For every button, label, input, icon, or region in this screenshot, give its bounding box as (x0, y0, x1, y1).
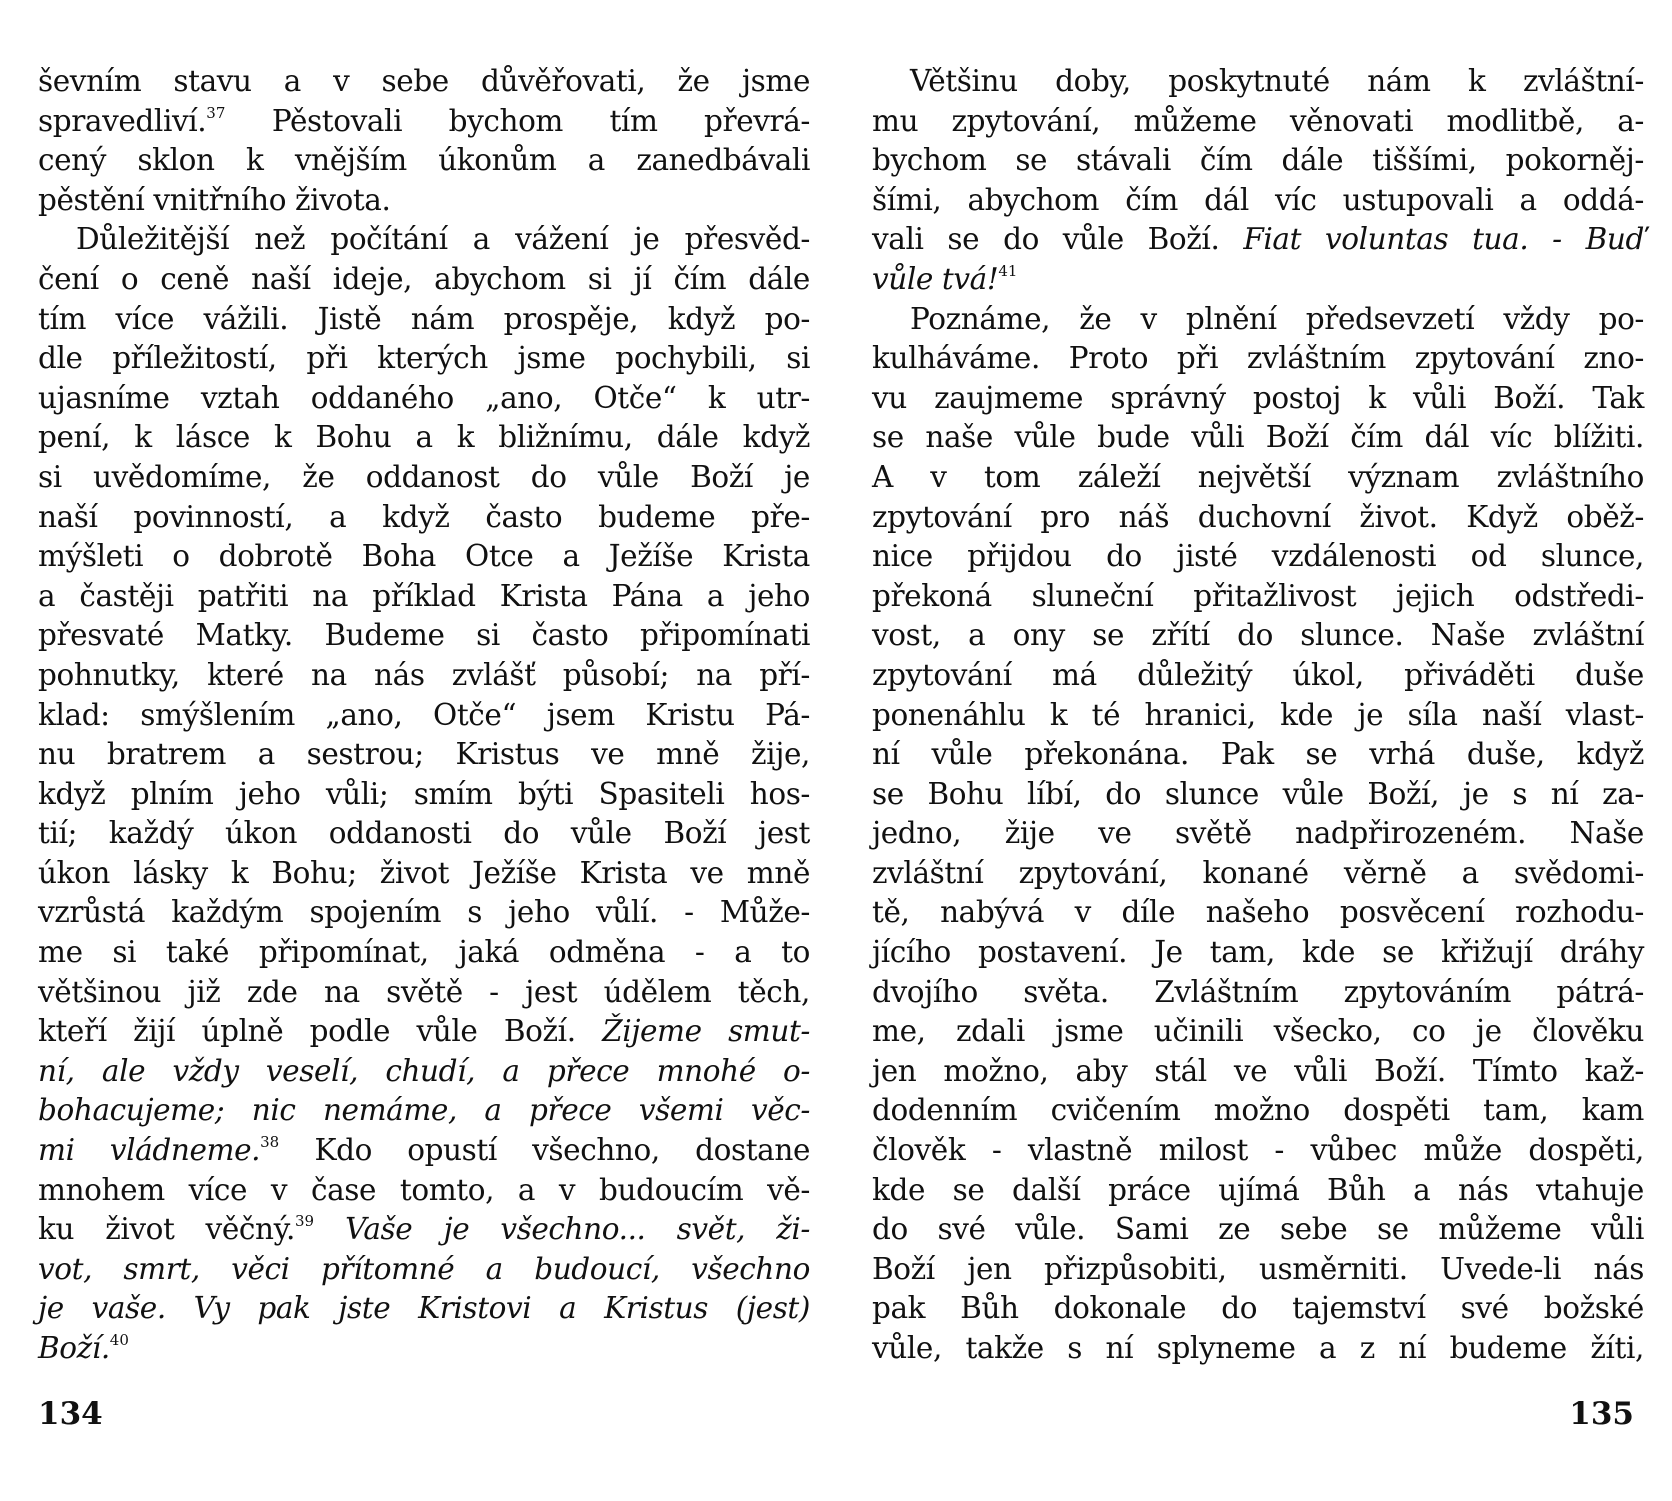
text-run: čení o ceně naší ideje, abychom si jí čím dále (38, 261, 810, 296)
text-line (38, 181, 810, 221)
text-line (872, 854, 1644, 894)
text-line (872, 1091, 1644, 1131)
italic-quote: Žijeme smut- (602, 1014, 811, 1049)
text-run: mnohem více v čase tomto, a v budoucím vě- (38, 1172, 810, 1207)
text-line (38, 854, 810, 894)
text-run: bychom se stávali čím dále tiššími, pokorněj- (872, 143, 1644, 178)
text-line (38, 1171, 810, 1211)
text-line (872, 973, 1644, 1013)
text-line (38, 418, 810, 458)
text-line (872, 102, 1644, 142)
text-line (38, 1131, 810, 1171)
text-line (38, 1091, 810, 1131)
text-line (38, 1210, 810, 1250)
text-line (872, 181, 1644, 221)
text-line (38, 814, 810, 854)
footnote-marker: 41 (998, 262, 1018, 281)
italic-quote: bohacujeme; nic nemáme, a přece všemi věc- (38, 1093, 810, 1128)
text-run: pení, k lásce k Bohu a k bližnímu, dále když (38, 420, 810, 455)
text-line (872, 418, 1644, 458)
text-line (38, 735, 810, 775)
text-line (872, 300, 1644, 340)
text-line (38, 260, 810, 300)
italic-quote: vůle tvá! (872, 261, 999, 296)
left-page-text (38, 62, 810, 1369)
text-line (872, 1131, 1644, 1171)
text-run: nice přijdou do jisté vzdálenosti od slunce, (872, 539, 1644, 574)
text-line (38, 577, 810, 617)
text-run: mu zpytování, můžeme věnovati modlitbě, a- (872, 103, 1644, 138)
text-run: tě, nabývá v díle našeho posvěcení rozhodu- (872, 895, 1644, 930)
text-run: me, zdali jsme učinili všecko, co je člověku (872, 1014, 1644, 1049)
text-run: tím více vážili. Jistě nám prospěje, když po- (38, 301, 810, 336)
text-run: člověk - vlastně milost - vůbec může dospěti, (872, 1133, 1644, 1168)
text-run: úkon lásky k Bohu; život Ježíše Krista ve mně (38, 855, 810, 890)
text-line (38, 656, 810, 696)
italic-quote: Boží. (38, 1331, 110, 1365)
text-run: dle příležitostí, při kterých jsme pochybili, si (38, 341, 810, 376)
text-run: ní vůle překonána. Pak se vrhá duše, když (872, 737, 1644, 772)
italic-quote: vot, smrt, věci přítomné a budoucí, všechno (38, 1251, 810, 1286)
text-run: si uvědomíme, že oddanost do vůle Boží je (38, 459, 810, 494)
text-line (38, 458, 810, 498)
text-line (872, 933, 1644, 973)
left-page-number: 134 (38, 1396, 103, 1432)
footnote-marker: 40 (109, 1331, 129, 1350)
text-line (38, 1289, 810, 1329)
text-run: spravedliví. (38, 103, 207, 138)
text-run: pak Bůh dokonale do tajemství své božské (872, 1291, 1644, 1326)
text-line (872, 1289, 1644, 1329)
text-run: Pěstovali bychom tím převrá- (225, 103, 810, 138)
text-run: ponenáhlu k té hranici, kde je síla naší vlast- (872, 697, 1644, 732)
text-run: vůle, takže s ní splyneme a z ní budeme žíti, (872, 1331, 1644, 1365)
text-line (872, 1329, 1644, 1369)
text-line (872, 577, 1644, 617)
text-run: jedno, žije ve světě nadpřirozeném. Naše (872, 816, 1644, 851)
text-line (38, 696, 810, 736)
text-line (38, 62, 810, 102)
italic-quote: Vaše je všechno... svět, ži- (345, 1212, 810, 1247)
text-run: zpytování má důležitý úkol, přiváděti duše (872, 657, 1644, 692)
text-line (38, 775, 810, 815)
text-run: přesvaté Matky. Budeme si často připomínati (38, 618, 810, 653)
text-line (872, 775, 1644, 815)
text-run: vost, a ony se zřítí do slunce. Naše zvláštní (872, 618, 1644, 653)
footnote-marker: 39 (294, 1212, 315, 1231)
text-run: zpytování pro náš duchovní život. Když oběž- (872, 499, 1644, 534)
text-run: pěstění vnitřního života. (38, 182, 391, 217)
text-line (872, 141, 1644, 181)
text-run: Kdo opustí všechno, dostane (279, 1133, 810, 1168)
text-line (38, 616, 810, 656)
italic-quote: je vaše. Vy pak jste Kristovi a Kristus (jest) (38, 1291, 810, 1326)
text-line (872, 1052, 1644, 1092)
text-line (872, 1210, 1644, 1250)
text-line (872, 498, 1644, 538)
text-line (38, 1012, 810, 1052)
text-run: jícího postavení. Je tam, kde se křižují dráhy (872, 935, 1644, 970)
text-line (38, 537, 810, 577)
text-run: dvojího světa. Zvláštním zpytováním pátrá- (872, 974, 1644, 1009)
text-run: šími, abychom čím dál víc ustupovali a oddá- (872, 182, 1644, 217)
text-run: zvláštní zpytování, konané věrně a svědomi- (872, 855, 1644, 890)
text-line (38, 220, 810, 260)
text-line (872, 62, 1644, 102)
text-line (872, 893, 1644, 933)
text-line (38, 379, 810, 419)
text-line (872, 537, 1644, 577)
text-line (38, 893, 810, 933)
text-line (872, 656, 1644, 696)
text-run: vali se do vůle Boží. (872, 222, 1244, 257)
text-line (38, 498, 810, 538)
right-page-number: 135 (1569, 1396, 1634, 1432)
italic-quote: mi vládneme. (38, 1133, 261, 1168)
text-line (38, 1052, 810, 1092)
text-line (38, 933, 810, 973)
text-line (872, 1012, 1644, 1052)
text-run: nu bratrem a sestrou; Kristus ve mně žije, (38, 737, 810, 772)
text-run: kulháváme. Proto při zvláštním zpytování zno- (872, 341, 1644, 376)
italic-quote: Fiat voluntas tua. - Buď (1243, 222, 1644, 257)
text-run: me si také připomínat, jaká odměna - a to (38, 935, 810, 970)
text-run: vu zaujmeme správný postoj k vůli Boží. Tak (872, 380, 1644, 415)
text-line (872, 814, 1644, 854)
text-line (872, 616, 1644, 656)
text-run: Poznáme, že v plnění předsevzetí vždy po- (910, 301, 1644, 336)
text-line (38, 973, 810, 1013)
text-line (872, 220, 1644, 260)
text-run: vzrůstá každým spojením s jeho vůlí. - Může- (38, 895, 810, 930)
italic-quote: ní, ale vždy veselí, chudí, a přece mnohé o- (38, 1053, 810, 1088)
text-run: A v tom záleží největší význam zvláštního (872, 459, 1644, 494)
text-run: dodenním cvičením možno dospěti tam, kam (872, 1093, 1644, 1128)
text-line (38, 339, 810, 379)
text-line (872, 339, 1644, 379)
text-line (38, 102, 810, 142)
text-line (872, 260, 1644, 300)
text-line (872, 1250, 1644, 1290)
text-line (872, 735, 1644, 775)
text-run: kde se další práce ujímá Bůh a nás vtahuje (872, 1172, 1644, 1207)
text-run: kteří žijí úplně podle vůle Boží. (38, 1014, 603, 1049)
text-run: naší povinností, a když často budeme pře- (38, 499, 810, 534)
text-line (38, 141, 810, 181)
text-run: ku život věčný. (38, 1212, 295, 1247)
text-run: většinou již zde na světě - jest údělem těch, (38, 974, 810, 1009)
text-run: do své vůle. Sami ze sebe se můžeme vůli (872, 1212, 1644, 1247)
text-line (872, 696, 1644, 736)
text-run: ujasníme vztah oddaného „ano, Otče“ k utr- (38, 380, 810, 415)
text-run: pohnutky, které na nás zvlášť působí; na pří- (38, 657, 810, 692)
footnote-marker: 38 (260, 1133, 280, 1152)
footnote-marker: 37 (206, 103, 226, 122)
text-run: Důležitější než počítání a vážení je přesvěd- (76, 222, 810, 257)
text-run (314, 1212, 345, 1246)
text-run: a častěji patřiti na příklad Krista Pána a jeho (38, 578, 810, 613)
text-run: Boží jen přizpůsobiti, usměrniti. Uvede-li nás (872, 1251, 1644, 1286)
text-run: když plním jeho vůli; smím býti Spasiteli hos- (38, 776, 810, 811)
text-run: se Bohu líbí, do slunce vůle Boží, je s ní za- (872, 776, 1644, 811)
text-run: jen možno, aby stál ve vůli Boží. Tímto kaž- (872, 1053, 1644, 1088)
text-line (38, 1329, 810, 1369)
right-page-text (872, 62, 1644, 1369)
text-run: cený sklon k vnějším úkonům a zanedbávali (38, 143, 810, 178)
text-run: klad: smýšlením „ano, Otče“ jsem Kristu Pá- (38, 697, 810, 732)
text-run: Většinu doby, poskytnuté nám k zvláštní- (910, 64, 1644, 98)
text-run: se naše vůle bude vůli Boží čím dál víc blížiti. (872, 420, 1644, 455)
text-line (872, 458, 1644, 498)
text-line (872, 379, 1644, 419)
text-run: tií; každý úkon oddanosti do vůle Boží jest (38, 816, 810, 851)
text-run: mýšleti o dobrotě Boha Otce a Ježíše Krista (38, 539, 810, 574)
text-run: ševním stavu a v sebe důvěřovati, že jsme (38, 64, 810, 98)
text-line (38, 300, 810, 340)
text-run: překoná sluneční přitažlivost jejich odstředi- (872, 578, 1644, 613)
text-line (38, 1250, 810, 1290)
text-line (872, 1171, 1644, 1211)
